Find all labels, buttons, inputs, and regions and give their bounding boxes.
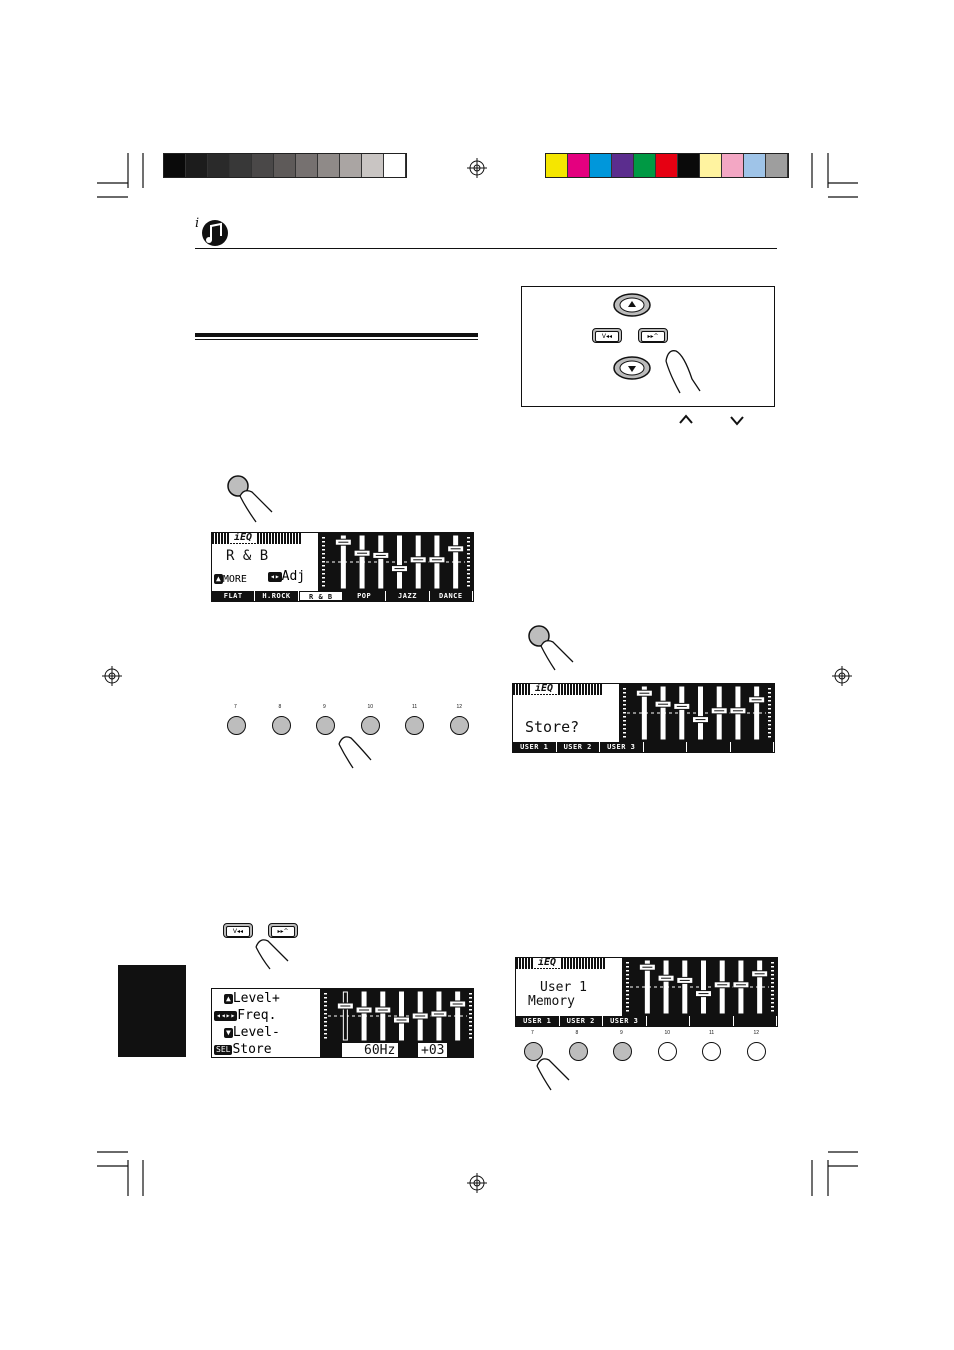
eq-band-track [343, 992, 347, 1040]
eq-band-track [699, 687, 703, 739]
grey-swatch [252, 154, 274, 177]
color-swatch [546, 154, 568, 177]
button-number-label: 7 [234, 704, 237, 710]
user-tabs [513, 742, 774, 752]
color-swatch [766, 154, 788, 177]
button-number-label: 8 [278, 704, 282, 710]
lcd-memory [515, 957, 778, 1027]
tab-user-3: USER 3 [603, 1016, 647, 1026]
eq-band-track [381, 992, 385, 1040]
eq-band-track [680, 687, 684, 739]
tab-preset-3: R & B [299, 591, 343, 601]
next-button[interactable]: ▸▸^ [638, 328, 668, 343]
down-badge-icon: ▼ [226, 1027, 231, 1037]
finger-press-icon [335, 730, 375, 770]
grey-swatch [296, 154, 318, 177]
tab-preset-2: H.ROCK [255, 591, 298, 601]
eq-band-track [454, 536, 458, 588]
more-label: MORE [222, 574, 247, 585]
eq-button-press [226, 472, 276, 524]
tab-user-6 [731, 742, 775, 752]
skip-badge-icon: ◂▸ [270, 571, 280, 581]
grey-swatch [340, 154, 362, 177]
color-swatch [744, 154, 766, 177]
skip-badge-icon: ◂◂▸▸ [216, 1010, 236, 1020]
tab-user-4 [647, 1016, 691, 1026]
up-badge-icon: ▲ [216, 574, 221, 583]
lcd-adjust [211, 988, 474, 1058]
preset-button-9[interactable] [316, 716, 335, 735]
eq-bars [622, 958, 777, 1016]
eq-band-track [398, 536, 402, 588]
eq-button-press [527, 622, 577, 672]
lcd-store [512, 683, 775, 753]
tab-preset-4: POP [343, 591, 386, 601]
svg-text:i: i [195, 216, 200, 231]
tab-user-1: USER 1 [516, 1016, 560, 1026]
tab-preset-1: FLAT [212, 591, 255, 601]
color-swatch [568, 154, 590, 177]
preset-button-7[interactable] [227, 716, 246, 735]
eq-band-track [758, 961, 762, 1013]
header-rule [195, 248, 777, 249]
tab-user-5 [687, 742, 731, 752]
music-note-icon [195, 213, 235, 247]
eq-band-track [400, 992, 404, 1040]
down-button[interactable] [612, 356, 652, 381]
eq-bars [318, 533, 473, 591]
grey-swatch [274, 154, 296, 177]
lcd-eq-mode [211, 532, 474, 602]
preset-button-9[interactable] [613, 1042, 632, 1061]
tab-user-5 [690, 1016, 734, 1026]
color-swatch [612, 154, 634, 177]
preset-button-11[interactable] [405, 716, 424, 735]
level-down-label: Level- [232, 1025, 280, 1040]
tab-user-3: USER 3 [600, 742, 644, 752]
eq-band-track [362, 992, 366, 1040]
color-swatch [656, 154, 678, 177]
finger-press-icon [252, 933, 292, 971]
eq-bars [320, 989, 474, 1043]
level-value: +03 [418, 1043, 447, 1058]
tab-preset-6: DANCE [430, 591, 473, 601]
grey-swatch [208, 154, 230, 177]
tab-user-2: USER 2 [557, 742, 601, 752]
grey-swatch [384, 154, 406, 177]
grey-swatch [230, 154, 252, 177]
eq-mode-name: R & B [226, 548, 269, 564]
up-button[interactable] [612, 293, 652, 318]
eq-band-track [360, 536, 364, 588]
up-arrow-glyph [679, 411, 693, 429]
eq-band-track [379, 536, 383, 588]
grey-swatch [362, 154, 384, 177]
color-calibration-bar [545, 153, 789, 178]
store-prompt: Store? [525, 718, 580, 736]
side-language-tab [118, 965, 186, 1057]
eq-band-track [702, 961, 706, 1013]
color-swatch [590, 154, 612, 177]
tab-user-1: USER 1 [513, 742, 557, 752]
eq-logo: iEQ [534, 957, 560, 968]
eq-logo: iEQ [230, 532, 256, 543]
adj-label: Adj [281, 569, 306, 584]
up-badge-icon: ▲ [226, 993, 231, 1003]
eq-band-track [456, 992, 460, 1040]
down-arrow-glyph [730, 413, 744, 431]
grey-swatch [164, 154, 186, 177]
preset-button-12[interactable] [747, 1042, 766, 1061]
tab-preset-5: JAZZ [386, 591, 429, 601]
freq-label: Freq. [237, 1008, 277, 1023]
button-number-label: 9 [620, 1030, 623, 1036]
eq-bars [619, 684, 774, 742]
button-number-label: 9 [323, 704, 326, 710]
preset-button-11[interactable] [702, 1042, 721, 1061]
sel-badge: SEL [216, 1044, 231, 1054]
grey-calibration-bar [163, 153, 407, 178]
section-rule [195, 333, 478, 337]
user-tabs [516, 1016, 777, 1026]
memory-line2: Memory [528, 994, 575, 1009]
preset-button-8[interactable] [272, 716, 291, 735]
button-number-label: 11 [412, 704, 418, 710]
tab-user-6 [734, 1016, 778, 1026]
eq-band-track [664, 961, 668, 1013]
prev-button[interactable]: V◂◂ [223, 923, 253, 938]
button-number-label: 12 [456, 704, 463, 710]
eq-band-track [661, 687, 665, 739]
section-rule-thin [195, 339, 478, 340]
eq-band-track [683, 961, 687, 1013]
cursor-button-panel [521, 286, 775, 407]
color-swatch [678, 154, 700, 177]
preset-tabs [212, 591, 473, 601]
preset-button-10[interactable] [658, 1042, 677, 1061]
button-number-label: 11 [709, 1030, 715, 1036]
grey-swatch [318, 154, 340, 177]
eq-logo: iEQ [531, 683, 557, 694]
button-number-label: 10 [367, 704, 374, 710]
store-label: Store [232, 1042, 272, 1057]
finger-press-icon [662, 345, 702, 395]
button-number-label: 10 [664, 1030, 671, 1036]
memory-line1: User 1 [540, 980, 587, 995]
button-number-label: 7 [531, 1030, 534, 1036]
eq-band-track [755, 687, 759, 739]
grey-swatch [186, 154, 208, 177]
finger-press-icon [533, 1054, 573, 1092]
level-up-label: Level+ [232, 991, 280, 1006]
color-swatch [722, 154, 744, 177]
tab-user-4 [644, 742, 688, 752]
next-button[interactable]: ▸▸^ [268, 923, 298, 938]
button-number-label: 12 [753, 1030, 760, 1036]
preset-button-12[interactable] [450, 716, 469, 735]
color-swatch [700, 154, 722, 177]
button-number-label: 8 [575, 1030, 579, 1036]
tab-user-2: USER 2 [560, 1016, 604, 1026]
freq-value: 60Hz [342, 1043, 398, 1058]
prev-button[interactable]: V◂◂ [592, 328, 622, 343]
color-swatch [634, 154, 656, 177]
